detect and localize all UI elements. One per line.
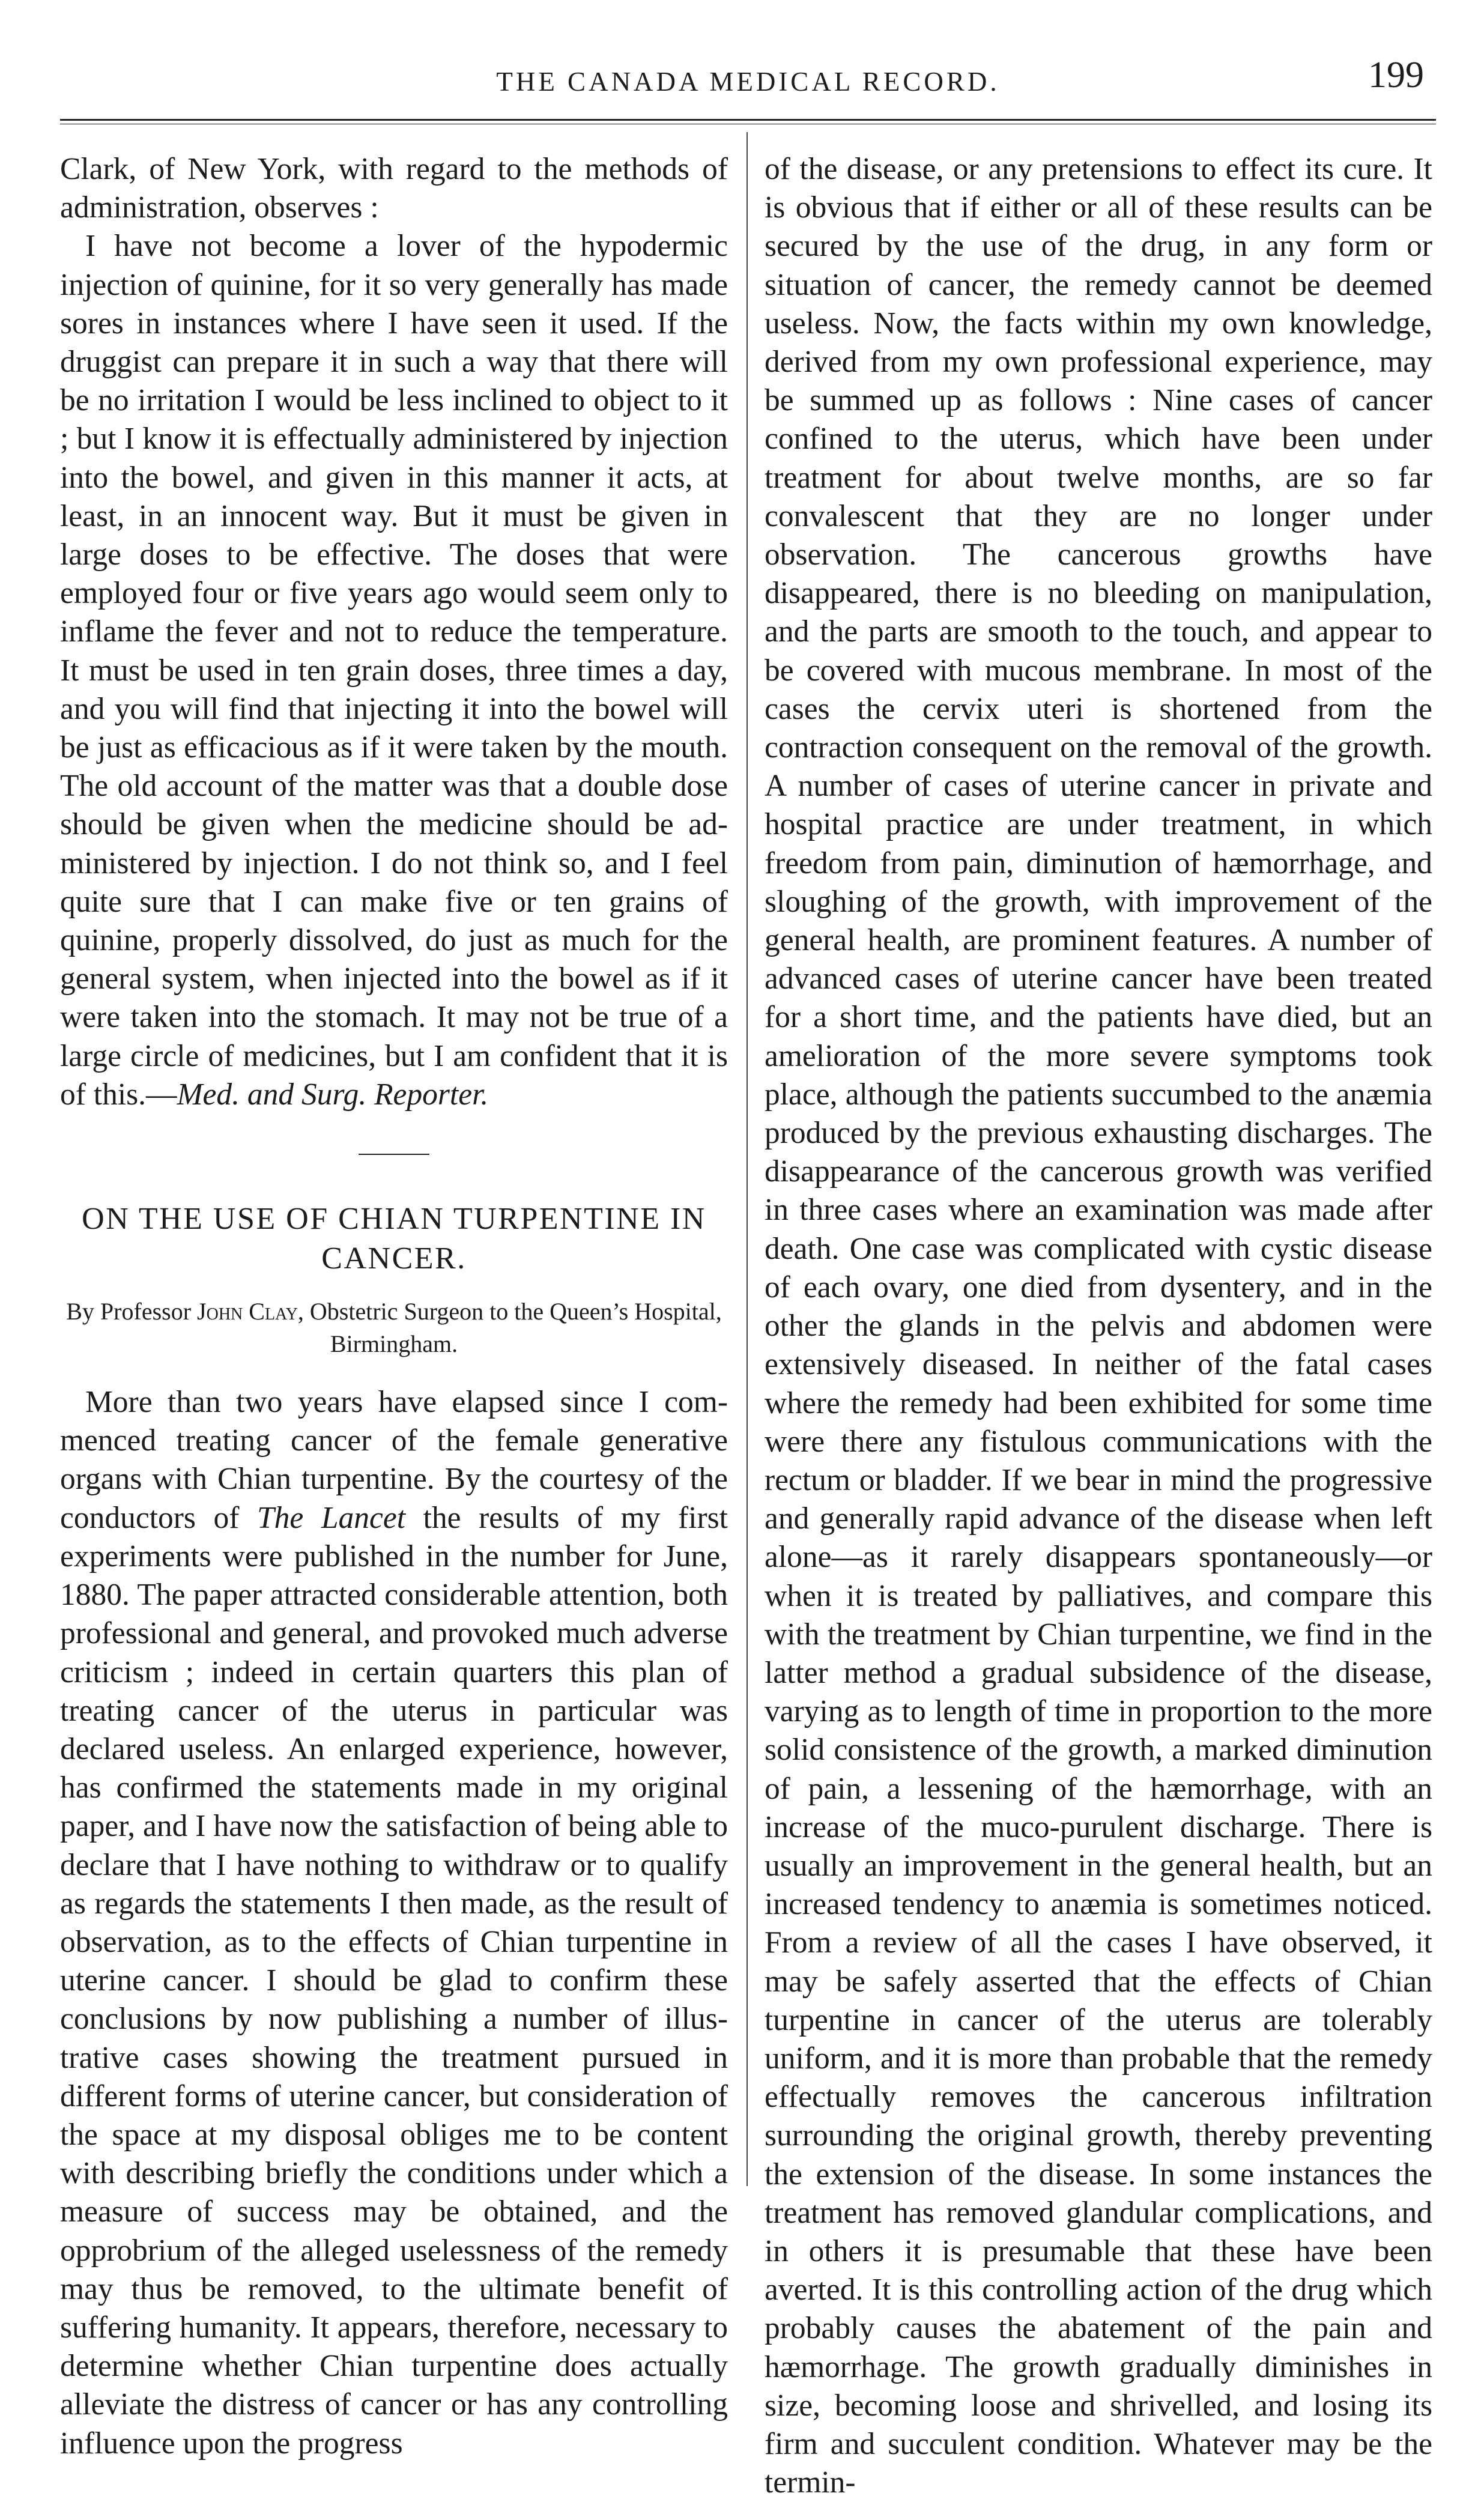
- article-body-continued: of the disease, or any pretensions to effect its cure. It is obvious that if either or all of these results can be secured by the use of the drug, in any form or situation of cancer, the remedy cannot be deemed useless. Now, the facts within my own knowledge, derived from my own professional experience, may be summed up as follows : Nine cases of cancer confined to the uterus, which have been under treatment for about twelve months, are so far convalescent that they are no longer under observation. The cancerous growths have disappeared, there is no bleeding on manipulation, and the parts are smooth to the touch, and appear to be covered with mucous membrane. In most of the cases the cervix uteri is shortened from the contraction consequent on the removal of the growth. A number of cases of uterine cancer in private and hospital practice are under treatment, in which freedom from pain, diminution of hæmorrhage, and sloughing of the growth, with improvement of the general health, are prominent features. A number of advanced cases of uterine cancer have been treated for a short time, and the patients have died, but an amelioration of the more severe symptoms took place, although the patients succumbed to the anæmia produced by the previous exhausting discharges. The disappearance of the cancerous growth was verified in three cases where an examination was made after death. One case was complicated with cystic disease of each ovary, one died from dysentery, and in the other the glands in the pelvis and abdomen were extensively diseased. In neither of the fatal cases where the remedy had been exhibited for some time were there any fistulous communications with the rectum or bladder. If we bear in mind the progressive and generally rapid advance of the disease when left alone—as it rarely disappears spontaneously—or when it is treated by palliatives, and compare this with the treatment by Chian turpentine, we find in the latter method a gradual subsidence of the disease, varying as to length of time in proportion to the more solid consistence of the growth, a marked diminution of pain, a lessening of the hæmorrhage, with an increase of the muco-purulent discharge. There is usually an improvement in the general health, but an increased tendency to anæmia is sometimes noticed. From a review of all the cases I have observed, it may be safely asserted that the effects of Chian turpentine in cancer of the uterus are tolerably uniform, and it is more than probable that the remedy effectually removes the cancerous infiltration surrounding the original growth, thereby preventing the extension of the disease. In some instances the treatment has removed glandular complications, and in others it is presumable that these have been averted. It is this controlling action of the drug which probably causes the abatement of the pain and hæmorrhage. The growth gradually diminishes in size, becoming loose and shrivelled, and losing its firm and succulent condition. Whatever may be the termin-: [765, 152, 1432, 2500]
- byline-affiliation: Obstetric Surgeon to the Queen’s Hospital, Birmingham.: [309, 1298, 722, 1358]
- body-text-part1: More than two years have elapsed since I commenced treating cancer of the female generative organs with Chian turpentine. By the courtesy of the conductors of: [60, 1385, 728, 1535]
- quotation-text: I have not become a lover of the hypodermic injection of quinine, for it so very generally has made sores in instances where I have seen it used. If the druggist can prepare it in such a way that there will be no irritation I would be less inclined to object to it ; but I know it is effectually administered by injection into the bowel, and given in this manner it acts, at least, in an innocent way. But it must be given in large doses to be effective. The doses that were employed four or five years ago would seem only to inflame the fever and not to reduce the temperature. It must be used in ten grain doses, three times a day, and you will find that injecting it into the bowel will be just as efficacious as if it were taken by the mouth. The old account of the matter was that a double dose should be given when the medicine should be administered by injection. I do not think so, and I feel quite sure that I can make five or ten grains of quinine, properly dissolved, do just as much for the general system, when injected into the bowel as if it were taken into the stomach. It may not be true of a large circle of medicines, but I am confident that it is of this.—: [60, 229, 728, 1112]
- article-body-paragraph: [60, 1383, 728, 2463]
- cited-journal-title: The Lancet: [257, 1500, 406, 1535]
- quotation-paragraph: [60, 227, 728, 1114]
- byline-author: John Clay,: [197, 1298, 304, 1325]
- article-separator-rule: [359, 1154, 429, 1155]
- left-column: [60, 150, 728, 2463]
- continued-intro-paragraph: Clark, of New York, with regard to the methods of administration, observes :: [60, 152, 728, 225]
- right-column: [765, 150, 1432, 2502]
- body-text-part2: the results of my first experiments were published in the number for June, 1880. The paper attracted considerable attention, both professional and general, and provoked much adverse criticism ; indeed in certain quarters this plan of treating cancer of the uterus in particular was declared useless. An enlarged experience, however, has confirmed the statements made in my original paper, and I have now the satisfaction of being able to declare that I have nothing to withdraw or to qualify as regards the statements I then made, as the result of observation, as to the effects of Chian turpentine in uterine cancer. I should be glad to confirm these conclusions by now publishing a number of illustrative cases showing the treatment pursued in different forms of uterine cancer, but consideration of the space at my disposal obliges me to be content with describing briefly the conditions under which a measure of success may be obtained, and the opprobrium of the alleged uselessness of the remedy may thus be removed, to the ultimate benefit of suffering humanity. It appears, therefore, necessary to determine whether Chian turpentine does actually alleviate the distress of cancer or has any controlling influence upon the progress: [60, 1500, 728, 2461]
- column-divider: [747, 132, 748, 2186]
- journal-title: THE CANADA MEDICAL RECORD.: [496, 67, 1000, 97]
- running-head: [60, 49, 1436, 109]
- quotation-source: Med. and Surg. Reporter.: [177, 1077, 489, 1112]
- byline-by: By Professor: [66, 1298, 192, 1325]
- article-byline: [60, 1295, 728, 1360]
- header-double-rule: [60, 119, 1436, 124]
- page-number: 199: [1368, 55, 1424, 95]
- article-title: ON THE USE OF CHIAN TURPENTINE IN CANCER.: [82, 1202, 706, 1276]
